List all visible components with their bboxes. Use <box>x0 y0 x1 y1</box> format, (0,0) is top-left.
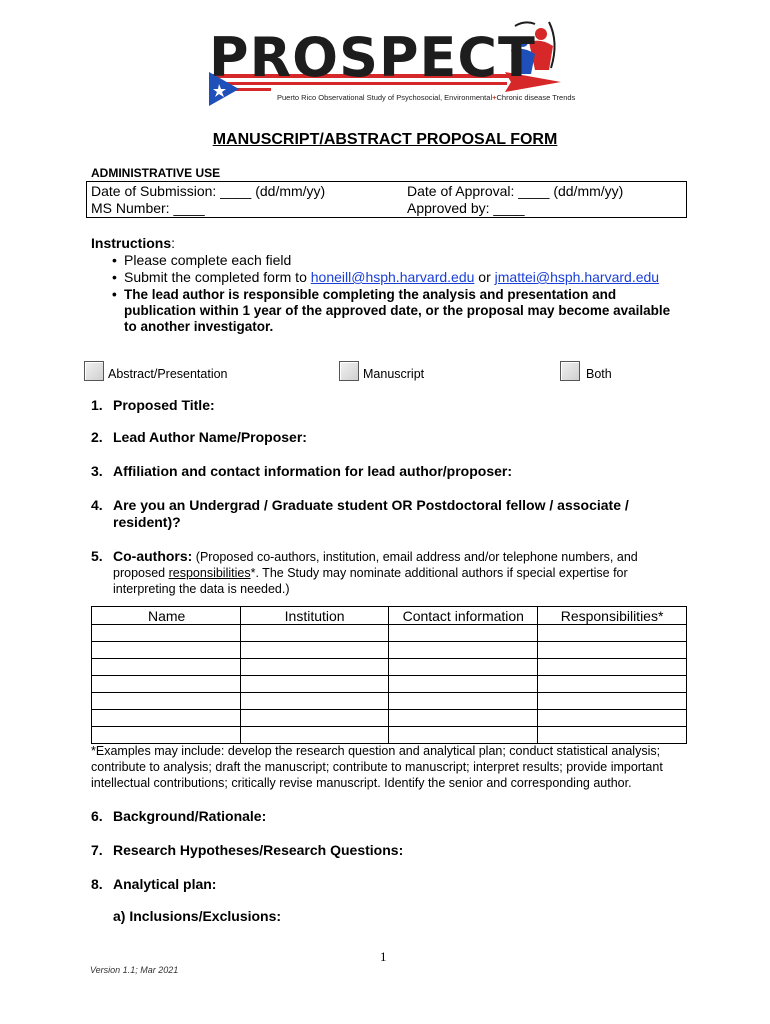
admin-use-box <box>86 181 687 218</box>
date-of-submission-field[interactable]: Date of Submission: ____ (dd/mm/yy) <box>91 183 326 199</box>
table-cell[interactable] <box>240 676 389 693</box>
both-label: Both <box>586 367 612 381</box>
table-row <box>92 676 687 693</box>
both-checkbox[interactable] <box>560 361 580 381</box>
table-cell[interactable] <box>240 642 389 659</box>
table-row <box>92 710 687 727</box>
table-cell[interactable] <box>538 659 687 676</box>
date-of-approval-field[interactable]: Date of Approval: ____ (dd/mm/yy) <box>407 183 624 199</box>
table-cell[interactable] <box>389 659 538 676</box>
question-7: 7. Research Hypotheses/Research Questions: <box>91 842 404 858</box>
question-3: 3. Affiliation and contact information for lead author/proposer: <box>91 463 513 479</box>
ms-number-field[interactable]: MS Number: ____ <box>91 200 205 216</box>
table-cell[interactable] <box>389 625 538 642</box>
table-row <box>92 642 687 659</box>
table-cell[interactable] <box>92 659 241 676</box>
logo-tagline: Puerto Rico Observational Study of Psychosocial, Environmental+Chronic disease Trends <box>277 93 576 102</box>
table-row <box>92 659 687 676</box>
form-title: MANUSCRIPT/ABSTRACT PROPOSAL FORM <box>212 131 558 148</box>
column-header-name: Name <box>92 607 241 625</box>
instructions-list <box>112 252 672 335</box>
table-cell[interactable] <box>389 676 538 693</box>
page-number: 1 <box>380 949 387 964</box>
table-header-row <box>92 607 687 625</box>
table-cell[interactable] <box>538 625 687 642</box>
table-cell[interactable] <box>240 625 389 642</box>
admin-use-label: ADMINISTRATIVE USE <box>91 166 221 180</box>
email-link-jmattei[interactable]: jmattei@hsph.harvard.edu <box>494 269 660 285</box>
question-8: 8. Analytical plan: <box>91 876 217 892</box>
table-cell[interactable] <box>240 659 389 676</box>
table-cell[interactable] <box>538 676 687 693</box>
question-1: 1. Proposed Title: <box>91 397 215 413</box>
table-cell[interactable] <box>92 625 241 642</box>
column-header-institution: Institution <box>240 607 389 625</box>
table-row <box>92 693 687 710</box>
logo-wordmark: PROSPECT <box>209 26 536 89</box>
table-cell[interactable] <box>92 727 241 744</box>
table-cell[interactable] <box>92 693 241 710</box>
table-cell[interactable] <box>240 693 389 710</box>
abstract-presentation-label: Abstract/Presentation <box>108 367 228 381</box>
instructions-heading: Instructions: <box>91 235 176 251</box>
prospect-logo <box>205 12 576 112</box>
question-8a: a) Inclusions/Exclusions: <box>113 908 282 924</box>
table-cell[interactable] <box>389 710 538 727</box>
table-cell[interactable] <box>538 727 687 744</box>
instruction-item: • The lead author is responsible completing the analysis and presentation and publication within 1 year of the approved date, or the proposal may become available to another investigator. <box>112 287 672 335</box>
approved-by-field[interactable]: Approved by: ____ <box>407 200 525 216</box>
column-header-responsibilities: Responsibilities* <box>538 607 687 625</box>
abstract-presentation-checkbox[interactable] <box>84 361 104 381</box>
table-cell[interactable] <box>92 710 241 727</box>
table-cell[interactable] <box>389 727 538 744</box>
question-4: 4. Are you an Undergrad / Graduate student OR Postdoctoral fellow / associate / resident)? <box>91 497 629 530</box>
instruction-item: • Submit the completed form to honeill@hsph.harvard.edu or jmattei@hsph.harvard.edu <box>112 269 672 286</box>
question-6: 6. Background/Rationale: <box>91 808 267 824</box>
table-cell[interactable] <box>240 727 389 744</box>
table-cell[interactable] <box>538 693 687 710</box>
table-row <box>92 625 687 642</box>
column-header-contact: Contact information <box>389 607 538 625</box>
manuscript-checkbox[interactable] <box>339 361 359 381</box>
table-cell[interactable] <box>389 642 538 659</box>
question-2: 2. Lead Author Name/Proposer: <box>91 429 307 445</box>
coauthors-table <box>91 606 687 744</box>
email-link-honeill[interactable]: honeill@hsph.harvard.edu <box>310 269 475 285</box>
question-5: 5. Co-authors: (Proposed co-authors, institution, email address and/or telephone numbers, and proposed responsibilities*. The Study may nominate additional authors if special expertise for interpreting the data is needed.) <box>91 548 638 596</box>
table-cell[interactable] <box>240 710 389 727</box>
responsibilities-examples-note: *Examples may include: develop the research question and analytical plan; conduct statistical analysis; contribute to analysis; draft the manuscript; contribute to manuscript; interpret results; provide important intellectual contributions; critically revise manuscript. Identify the senior and corresponding author. <box>91 744 663 790</box>
table-cell[interactable] <box>538 642 687 659</box>
version-label: Version 1.1; Mar 2021 <box>90 965 179 975</box>
table-cell[interactable] <box>92 676 241 693</box>
manuscript-label: Manuscript <box>363 367 425 381</box>
table-row <box>92 727 687 744</box>
table-cell[interactable] <box>92 642 241 659</box>
instruction-item: • Please complete each field <box>112 252 672 269</box>
table-cell[interactable] <box>538 710 687 727</box>
table-cell[interactable] <box>389 693 538 710</box>
